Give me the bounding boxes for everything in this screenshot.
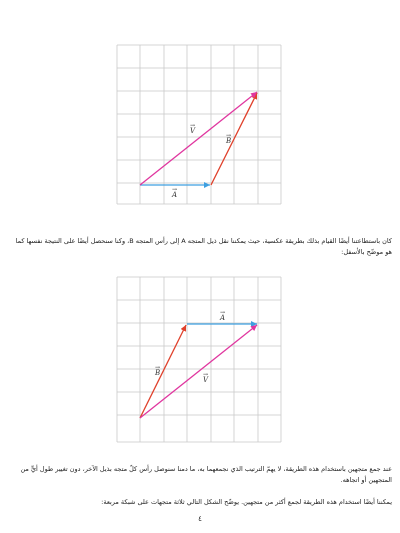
figure-vector-addition-2 (0, 275, 400, 445)
grid-lines (117, 45, 281, 204)
vector-b (140, 325, 186, 418)
label-b: B (155, 369, 161, 377)
page-number: ٤ (198, 515, 202, 523)
label-v: V (203, 376, 209, 384)
label-a: A (220, 314, 226, 322)
overbar-a: → (172, 186, 178, 193)
paragraph-reverse-order: كان باستطاعتنا أيضًا القيام بذلك بطريقة عكسية، حيث يمكننا نقل ذيل المتجه A إلى رأس المتجه B، وكنا سنحصل أيضًا على النتيجة نفسها كما هو موضّح بالأسفل: (15, 237, 392, 256)
paragraph-more-vectors: يمكننا أيضًا استخدام هذه الطريقة لجمع أكثر من متجهين. يوضّح الشكل التالي ثلاثة متجهات على شبكة مربعة: (101, 498, 392, 506)
overbar-v: → (203, 371, 209, 378)
grid-diagram-1 (0, 40, 400, 205)
overbar-a: → (220, 309, 226, 316)
grid-diagram-2 (0, 275, 400, 445)
paragraph-order-independence: عند جمع متجهين باستخدام هذه الطريقة، لا يهمّ الترتيب الذي نجمعهما به، ما دمنا سنوصل رأس كلّ متجه بذيل الآخر، دون تغيير طول أيٍّ من المتجهين أو اتجاهه. (20, 465, 392, 484)
overbar-b: → (155, 364, 161, 371)
vector-v (140, 92, 257, 185)
overbar-b: → (226, 132, 232, 139)
figure-vector-addition-1 (0, 40, 400, 205)
overbar-v: → (190, 122, 196, 129)
label-b: B (226, 137, 232, 145)
label-a: A (172, 191, 178, 199)
label-v: V (190, 127, 196, 135)
